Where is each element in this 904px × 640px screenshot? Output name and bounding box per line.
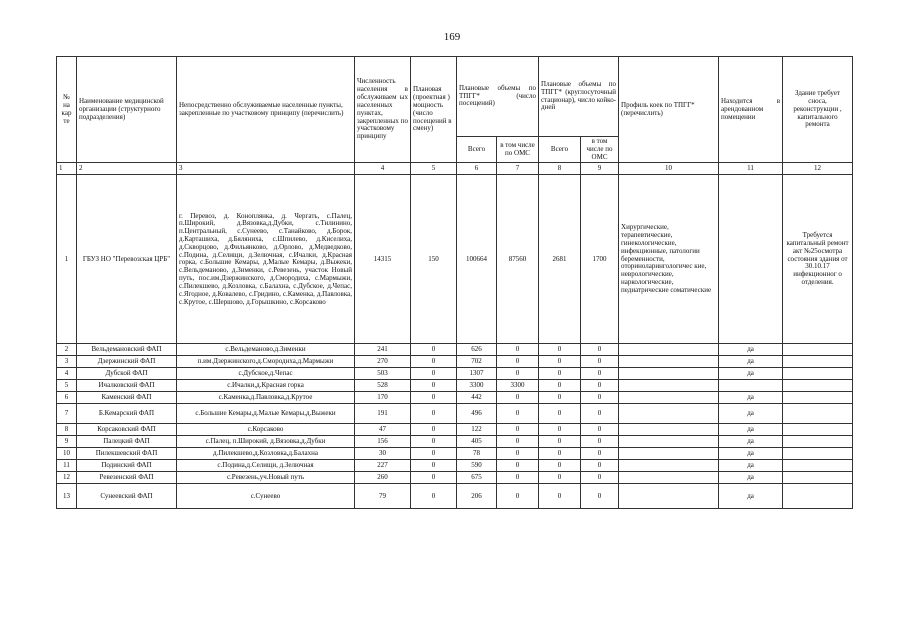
beddays-oms: 0 bbox=[581, 404, 619, 424]
beddays-total: 0 bbox=[539, 472, 581, 484]
visits-total: 78 bbox=[457, 448, 497, 460]
beddays-total: 0 bbox=[539, 368, 581, 380]
row-number: 13 bbox=[57, 484, 77, 509]
beddays-total: 0 bbox=[539, 436, 581, 448]
repair-status bbox=[783, 368, 853, 380]
population: 170 bbox=[355, 392, 411, 404]
organization-name: Подинский ФАП bbox=[77, 460, 177, 472]
table-row bbox=[57, 356, 853, 368]
visits-total: 405 bbox=[457, 436, 497, 448]
organization-name: Корсаковский ФАП bbox=[77, 424, 177, 436]
visits-oms: 0 bbox=[497, 448, 539, 460]
capacity: 0 bbox=[411, 380, 457, 392]
visits-oms: 0 bbox=[497, 436, 539, 448]
header-visits-group: Плановые объемы по ТПГГ* (число посещений) bbox=[457, 57, 539, 137]
beddays-oms: 0 bbox=[581, 356, 619, 368]
beddays-total: 0 bbox=[539, 404, 581, 424]
visits-oms: 0 bbox=[497, 368, 539, 380]
beddays-oms: 0 bbox=[581, 344, 619, 356]
visits-total: 702 bbox=[457, 356, 497, 368]
rented: да bbox=[719, 484, 783, 509]
table-row bbox=[57, 436, 853, 448]
capacity: 150 bbox=[411, 175, 457, 344]
beddays-total: 0 bbox=[539, 380, 581, 392]
bed-profile bbox=[619, 368, 719, 380]
row-number: 4 bbox=[57, 368, 77, 380]
header-row bbox=[57, 57, 853, 137]
header-settlements: Непосредственно обслуживаемые населенные пункты, закрепленные по участковому принципу (перечислить) bbox=[177, 57, 355, 163]
repair-status bbox=[783, 484, 853, 509]
population: 260 bbox=[355, 472, 411, 484]
rented bbox=[719, 380, 783, 392]
settlements: с.Подина,д.Селищи, д.Зелючная bbox=[177, 460, 355, 472]
row-number: 7 bbox=[57, 404, 77, 424]
rented bbox=[719, 175, 783, 344]
row-number: 8 bbox=[57, 424, 77, 436]
table-row bbox=[57, 392, 853, 404]
header-visits-total: Всего bbox=[457, 137, 497, 163]
visits-oms: 0 bbox=[497, 356, 539, 368]
settlements: с.Корсаково bbox=[177, 424, 355, 436]
beddays-oms: 0 bbox=[581, 484, 619, 509]
repair-status bbox=[783, 448, 853, 460]
beddays-oms: 0 bbox=[581, 436, 619, 448]
row-number: 11 bbox=[57, 460, 77, 472]
capacity: 0 bbox=[411, 356, 457, 368]
bed-profile bbox=[619, 484, 719, 509]
header-beddays-oms: в том числе по ОМС bbox=[581, 137, 619, 163]
bed-profile bbox=[619, 356, 719, 368]
repair-status bbox=[783, 380, 853, 392]
table-row bbox=[57, 484, 853, 509]
repair-status bbox=[783, 404, 853, 424]
header-population: Численность населения в обслуживаем ых населенных пунктах, закрепленных по участковому принципу bbox=[355, 57, 411, 163]
beddays-total: 0 bbox=[539, 424, 581, 436]
table-row bbox=[57, 404, 853, 424]
table-row bbox=[57, 472, 853, 484]
visits-total: 496 bbox=[457, 404, 497, 424]
settlements: д.Пилекшево,д.Козловка,д.Балахна bbox=[177, 448, 355, 460]
rented: да bbox=[719, 448, 783, 460]
capacity: 0 bbox=[411, 460, 457, 472]
header-organization: Наименование медицинской организации (структурного подразделения) bbox=[77, 57, 177, 163]
beddays-total: 0 bbox=[539, 460, 581, 472]
organization-name: Дзержинский ФАП bbox=[77, 356, 177, 368]
visits-oms: 0 bbox=[497, 424, 539, 436]
settlements: с.Дубское,д.Чепас bbox=[177, 368, 355, 380]
column-number: 4 bbox=[355, 163, 411, 175]
rented: да bbox=[719, 424, 783, 436]
organization-name: Каменский ФАП bbox=[77, 392, 177, 404]
capacity: 0 bbox=[411, 472, 457, 484]
row-number: 1 bbox=[57, 175, 77, 344]
population: 528 bbox=[355, 380, 411, 392]
header-capacity: Плановая (проектная ) мощность (число посещений в смену) bbox=[411, 57, 457, 163]
organization-name: Б.Кемарский ФАП bbox=[77, 404, 177, 424]
visits-oms: 0 bbox=[497, 484, 539, 509]
column-number: 10 bbox=[619, 163, 719, 175]
settlements: с.Каменка,д.Павловка,д.Крутое bbox=[177, 392, 355, 404]
population: 503 bbox=[355, 368, 411, 380]
beddays-total: 0 bbox=[539, 484, 581, 509]
visits-oms: 0 bbox=[497, 344, 539, 356]
table-row-main bbox=[57, 175, 853, 344]
page-number: 169 bbox=[443, 31, 461, 43]
beddays-total: 0 bbox=[539, 392, 581, 404]
settlements: с.Палец, п.Широкий, д.Вязовка,д.Дубки bbox=[177, 436, 355, 448]
column-number: 11 bbox=[719, 163, 783, 175]
rented: да bbox=[719, 356, 783, 368]
capacity: 0 bbox=[411, 344, 457, 356]
row-number: 3 bbox=[57, 356, 77, 368]
repair-status bbox=[783, 460, 853, 472]
organization-name: Вельдемановский ФАП bbox=[77, 344, 177, 356]
beddays-total: 0 bbox=[539, 356, 581, 368]
population: 14315 bbox=[355, 175, 411, 344]
visits-total: 122 bbox=[457, 424, 497, 436]
bed-profile bbox=[619, 404, 719, 424]
beddays-oms: 1700 bbox=[581, 175, 619, 344]
rented: да bbox=[719, 472, 783, 484]
bed-profile bbox=[619, 460, 719, 472]
settlements: с.Ичалки,д.Красная горка bbox=[177, 380, 355, 392]
bed-profile bbox=[619, 424, 719, 436]
column-number: 2 bbox=[77, 163, 177, 175]
capacity: 0 bbox=[411, 484, 457, 509]
capacity: 0 bbox=[411, 368, 457, 380]
table-row bbox=[57, 448, 853, 460]
visits-total: 206 bbox=[457, 484, 497, 509]
rented: да bbox=[719, 460, 783, 472]
row-number: 12 bbox=[57, 472, 77, 484]
beddays-oms: 0 bbox=[581, 368, 619, 380]
column-number: 12 bbox=[783, 163, 853, 175]
table-row bbox=[57, 424, 853, 436]
table-row bbox=[57, 460, 853, 472]
organization-name: Дубской ФАП bbox=[77, 368, 177, 380]
bed-profile bbox=[619, 436, 719, 448]
settlements: п.им.Дзержинского,д.Смородиха,д.Мармыжи bbox=[177, 356, 355, 368]
population: 47 bbox=[355, 424, 411, 436]
column-number: 6 bbox=[457, 163, 497, 175]
organization-name: Пилекшевский ФАП bbox=[77, 448, 177, 460]
bed-profile bbox=[619, 472, 719, 484]
header-repair: Здание требует сноса, реконструкции , капитального ремонта bbox=[783, 57, 853, 163]
bed-profile bbox=[619, 392, 719, 404]
visits-total: 626 bbox=[457, 344, 497, 356]
rented: да bbox=[719, 404, 783, 424]
population: 30 bbox=[355, 448, 411, 460]
rented: да bbox=[719, 344, 783, 356]
repair-status bbox=[783, 356, 853, 368]
population: 191 bbox=[355, 404, 411, 424]
repair-status bbox=[783, 344, 853, 356]
repair-status bbox=[783, 472, 853, 484]
header-beddays-total: Всего bbox=[539, 137, 581, 163]
rented: да bbox=[719, 436, 783, 448]
population: 241 bbox=[355, 344, 411, 356]
visits-oms: 0 bbox=[497, 392, 539, 404]
visits-oms: 0 bbox=[497, 404, 539, 424]
population: 79 bbox=[355, 484, 411, 509]
settlements: с.Сунеево bbox=[177, 484, 355, 509]
header-beddays-group: Плановые объемы по ТПГГ* (круглосуточный стационар), число койко-дней bbox=[539, 57, 619, 137]
header-visits-oms: в том числе по ОМС bbox=[497, 137, 539, 163]
rented: да bbox=[719, 392, 783, 404]
bed-profile bbox=[619, 344, 719, 356]
row-number: 9 bbox=[57, 436, 77, 448]
visits-oms: 0 bbox=[497, 460, 539, 472]
column-number: 3 bbox=[177, 163, 355, 175]
row-number: 5 bbox=[57, 380, 77, 392]
column-number: 5 bbox=[411, 163, 457, 175]
organization-name: Сунеевский ФАП bbox=[77, 484, 177, 509]
repair-status: Требуется капитальный ремонт акт №25осмотра состояния здания от 30.10.17 инфекционног о отделения. bbox=[783, 175, 853, 344]
column-number: 8 bbox=[539, 163, 581, 175]
table-row bbox=[57, 380, 853, 392]
beddays-oms: 0 bbox=[581, 460, 619, 472]
capacity: 0 bbox=[411, 404, 457, 424]
capacity: 0 bbox=[411, 424, 457, 436]
visits-total: 100664 bbox=[457, 175, 497, 344]
beddays-total: 2681 bbox=[539, 175, 581, 344]
population: 227 bbox=[355, 460, 411, 472]
header-number: № на кар те bbox=[57, 57, 77, 163]
beddays-oms: 0 bbox=[581, 448, 619, 460]
beddays-oms: 0 bbox=[581, 392, 619, 404]
organization-name: Ичалковский ФАП bbox=[77, 380, 177, 392]
visits-total: 1307 bbox=[457, 368, 497, 380]
visits-total: 590 bbox=[457, 460, 497, 472]
repair-status bbox=[783, 436, 853, 448]
capacity: 0 bbox=[411, 448, 457, 460]
bed-profile bbox=[619, 448, 719, 460]
settlements: с.Вельдеманово,д.Зименки bbox=[177, 344, 355, 356]
organization-name: Ревезенский ФАП bbox=[77, 472, 177, 484]
beddays-oms: 0 bbox=[581, 380, 619, 392]
repair-status bbox=[783, 424, 853, 436]
population: 270 bbox=[355, 356, 411, 368]
row-number: 2 bbox=[57, 344, 77, 356]
column-numbers-row bbox=[57, 163, 853, 175]
bed-profile: Хирургические, терапевтические, гинекологические, инфекционные, патологии беременности, оториноларингологичес кие, неврологические, наркологические, педиатрические соматические bbox=[619, 175, 719, 344]
organization-name: ГБУЗ НО "Перевозская ЦРБ" bbox=[77, 175, 177, 344]
visits-oms: 3300 bbox=[497, 380, 539, 392]
settlements: с.Ревезень,уч.Новый путь bbox=[177, 472, 355, 484]
row-number: 10 bbox=[57, 448, 77, 460]
header-bed-profile: Профиль коек по ТПГГ* (перечислить) bbox=[619, 57, 719, 163]
visits-total: 675 bbox=[457, 472, 497, 484]
repair-status bbox=[783, 392, 853, 404]
organization-name: Палецкий ФАП bbox=[77, 436, 177, 448]
column-number: 1 bbox=[57, 163, 77, 175]
header-rented: Находится в арендованном помещении bbox=[719, 57, 783, 163]
beddays-total: 0 bbox=[539, 344, 581, 356]
settlements: г. Перевоз, д. Коноплянка, д. Чергать, с.Палец, п.Широкий, д.Вязовка,д.Дубки, с.Тилинино, п.Центральный, с.Сунеево, с.Танайково, д.Борок, д.Карташиха, д.Бяляниха, с.Шпилево, д.Киселиха, д.Скворцово, д.Фильянково, д.Орлово, д.Медведково, с.Подина, д.Селищи, д.Зелючная, с.Ичалки, д.Красная горка, с.Большие Кемары, д.Малые Кемары, д.Выжеки, с.Вельдеманово, д.Зименки, с.Ревезень, участок Новый путь, пос.им.Дзержинского, д.Смородиха, с.Мармыжи, с.Пилекшево, д.Козловка, с.Балахна, с.Дубское, д.Чепас, с.Ягодное, д.Ковалево, с.Гридино, с.Каменка, д.Павловка, с.Крутое, с.Шершово, д.Горышкино, с.Корсаково bbox=[177, 175, 355, 344]
bed-profile bbox=[619, 380, 719, 392]
beddays-oms: 0 bbox=[581, 424, 619, 436]
visits-total: 442 bbox=[457, 392, 497, 404]
beddays-oms: 0 bbox=[581, 472, 619, 484]
facilities-table bbox=[56, 56, 853, 509]
visits-oms: 87560 bbox=[497, 175, 539, 344]
row-number: 6 bbox=[57, 392, 77, 404]
column-number: 7 bbox=[497, 163, 539, 175]
table-row bbox=[57, 344, 853, 356]
settlements: с.Большие Кемары,д.Малые Кемары,д.Выжеки bbox=[177, 404, 355, 424]
capacity: 0 bbox=[411, 392, 457, 404]
table-row bbox=[57, 368, 853, 380]
capacity: 0 bbox=[411, 436, 457, 448]
rented: да bbox=[719, 368, 783, 380]
beddays-total: 0 bbox=[539, 448, 581, 460]
population: 156 bbox=[355, 436, 411, 448]
column-number: 9 bbox=[581, 163, 619, 175]
visits-oms: 0 bbox=[497, 472, 539, 484]
visits-total: 3300 bbox=[457, 380, 497, 392]
